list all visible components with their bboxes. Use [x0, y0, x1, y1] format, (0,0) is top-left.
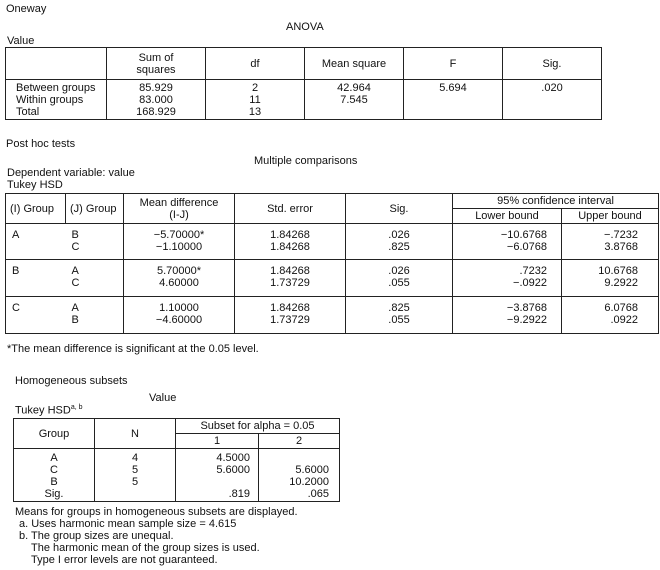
hs-groups: A C B Sig. — [14, 449, 95, 502]
mc-header-std-error: Std. error — [235, 194, 346, 224]
homog-note: Means for groups in homogeneous subsets are displayed. — [15, 506, 298, 518]
hs-header-n: N — [95, 419, 176, 449]
mc-row-i: B — [6, 260, 66, 297]
section-title-homogeneous: Homogeneous subsets — [15, 375, 128, 387]
anova-header-df: df — [206, 48, 305, 80]
posthoc-method: Tukey HSD — [7, 179, 63, 191]
homog-title: Value — [149, 392, 177, 404]
anova-header-sig: Sig. — [503, 48, 602, 80]
table-row — [6, 297, 659, 334]
homog-note: a. Uses harmonic mean sample size = 4.615 — [19, 518, 237, 530]
homog-method — [15, 404, 83, 417]
mc-row-sig: .825 .055 — [346, 297, 453, 334]
anova-header-mean-square: Mean square — [305, 48, 404, 80]
table-row — [6, 260, 659, 297]
mc-row-i: A — [6, 224, 66, 260]
hs-header-subset: Subset for alpha = 0.05 — [176, 419, 340, 434]
mc-row-upper: 6.0768 .0922 — [562, 297, 659, 334]
anova-dependent-label: Value — [7, 35, 35, 47]
mc-header-mean-diff: Mean difference (I-J) — [124, 194, 235, 224]
hs-header-subset-2: 2 — [259, 434, 340, 449]
anova-row-labels: Between groups Within groups Total — [6, 80, 107, 120]
mc-row-std-error: 1.84268 1.73729 — [235, 260, 346, 297]
hs-header-group: Group — [14, 419, 95, 449]
mc-row-upper: 10.6768 9.2922 — [562, 260, 659, 297]
anova-f: 5.694 — [404, 80, 503, 120]
mc-row-std-error: 1.84268 1.73729 — [235, 297, 346, 334]
mc-row-j: A C — [66, 260, 124, 297]
mc-row-lower: .7232 −.0922 — [453, 260, 562, 297]
anova-header-blank — [6, 48, 107, 80]
mc-header-lower: Lower bound — [453, 209, 562, 224]
mc-row-sig: .026 .825 — [346, 224, 453, 260]
homog-note: The harmonic mean of the group sizes is used. — [31, 542, 260, 554]
mc-row-j: B C — [66, 224, 124, 260]
multiple-comparisons-title: Multiple comparisons — [254, 155, 358, 167]
mc-row-lower: −10.6768 −6.0768 — [453, 224, 562, 260]
hs-subset-1: 4.5000 5.6000 .819 — [176, 449, 259, 502]
mc-row-mean-diff: 5.70000* 4.60000 — [124, 260, 235, 297]
homog-method-label: Tukey HSD — [15, 404, 71, 417]
homog-method-sup: a, b — [70, 404, 83, 411]
hs-header-subset-1: 1 — [176, 434, 259, 449]
mc-row-j: A B — [66, 297, 124, 334]
mc-header-sig: Sig. — [346, 194, 453, 224]
multiple-comparisons-table — [5, 193, 659, 334]
posthoc-dependent-label: Dependent variable: value — [7, 167, 135, 179]
mc-row-mean-diff: 1.10000 −4.60000 — [124, 297, 235, 334]
anova-title: ANOVA — [286, 21, 324, 33]
section-title-posthoc: Post hoc tests — [6, 138, 76, 150]
anova-mean-square: 42.964 7.545 — [305, 80, 404, 120]
mc-row-i: C — [6, 297, 66, 334]
mc-row-lower: −3.8768 −9.2922 — [453, 297, 562, 334]
homog-note: Type I error levels are not guaranteed. — [31, 554, 218, 566]
anova-table — [5, 47, 602, 120]
section-title-oneway: Oneway — [6, 3, 47, 15]
mc-header-ci: 95% confidence interval — [453, 194, 659, 209]
homogeneous-subsets-table — [13, 418, 340, 502]
anova-df: 2 11 13 — [206, 80, 305, 120]
hs-subset-2: 5.6000 10.2000 .065 — [259, 449, 340, 502]
homog-note: b. The group sizes are unequal. — [19, 530, 174, 542]
anova-sig: .020 — [503, 80, 602, 120]
mc-header-j-group: (J) Group — [66, 194, 124, 224]
anova-header-sum-squares: Sum of squares — [107, 48, 206, 80]
anova-sum-squares: 85.929 83.000 168.929 — [107, 80, 206, 120]
mc-header-i-group: (I) Group — [6, 194, 66, 224]
mc-header-upper: Upper bound — [562, 209, 659, 224]
mc-row-upper: −.7232 3.8768 — [562, 224, 659, 260]
anova-header-f: F — [404, 48, 503, 80]
mc-row-mean-diff: −5.70000* −1.10000 — [124, 224, 235, 260]
hs-n: 4 5 5 — [95, 449, 176, 502]
mc-footnote: *The mean difference is significant at the 0.05 level. — [7, 343, 259, 355]
mc-row-std-error: 1.84268 1.84268 — [235, 224, 346, 260]
mc-row-sig: .026 .055 — [346, 260, 453, 297]
table-row — [6, 224, 659, 260]
